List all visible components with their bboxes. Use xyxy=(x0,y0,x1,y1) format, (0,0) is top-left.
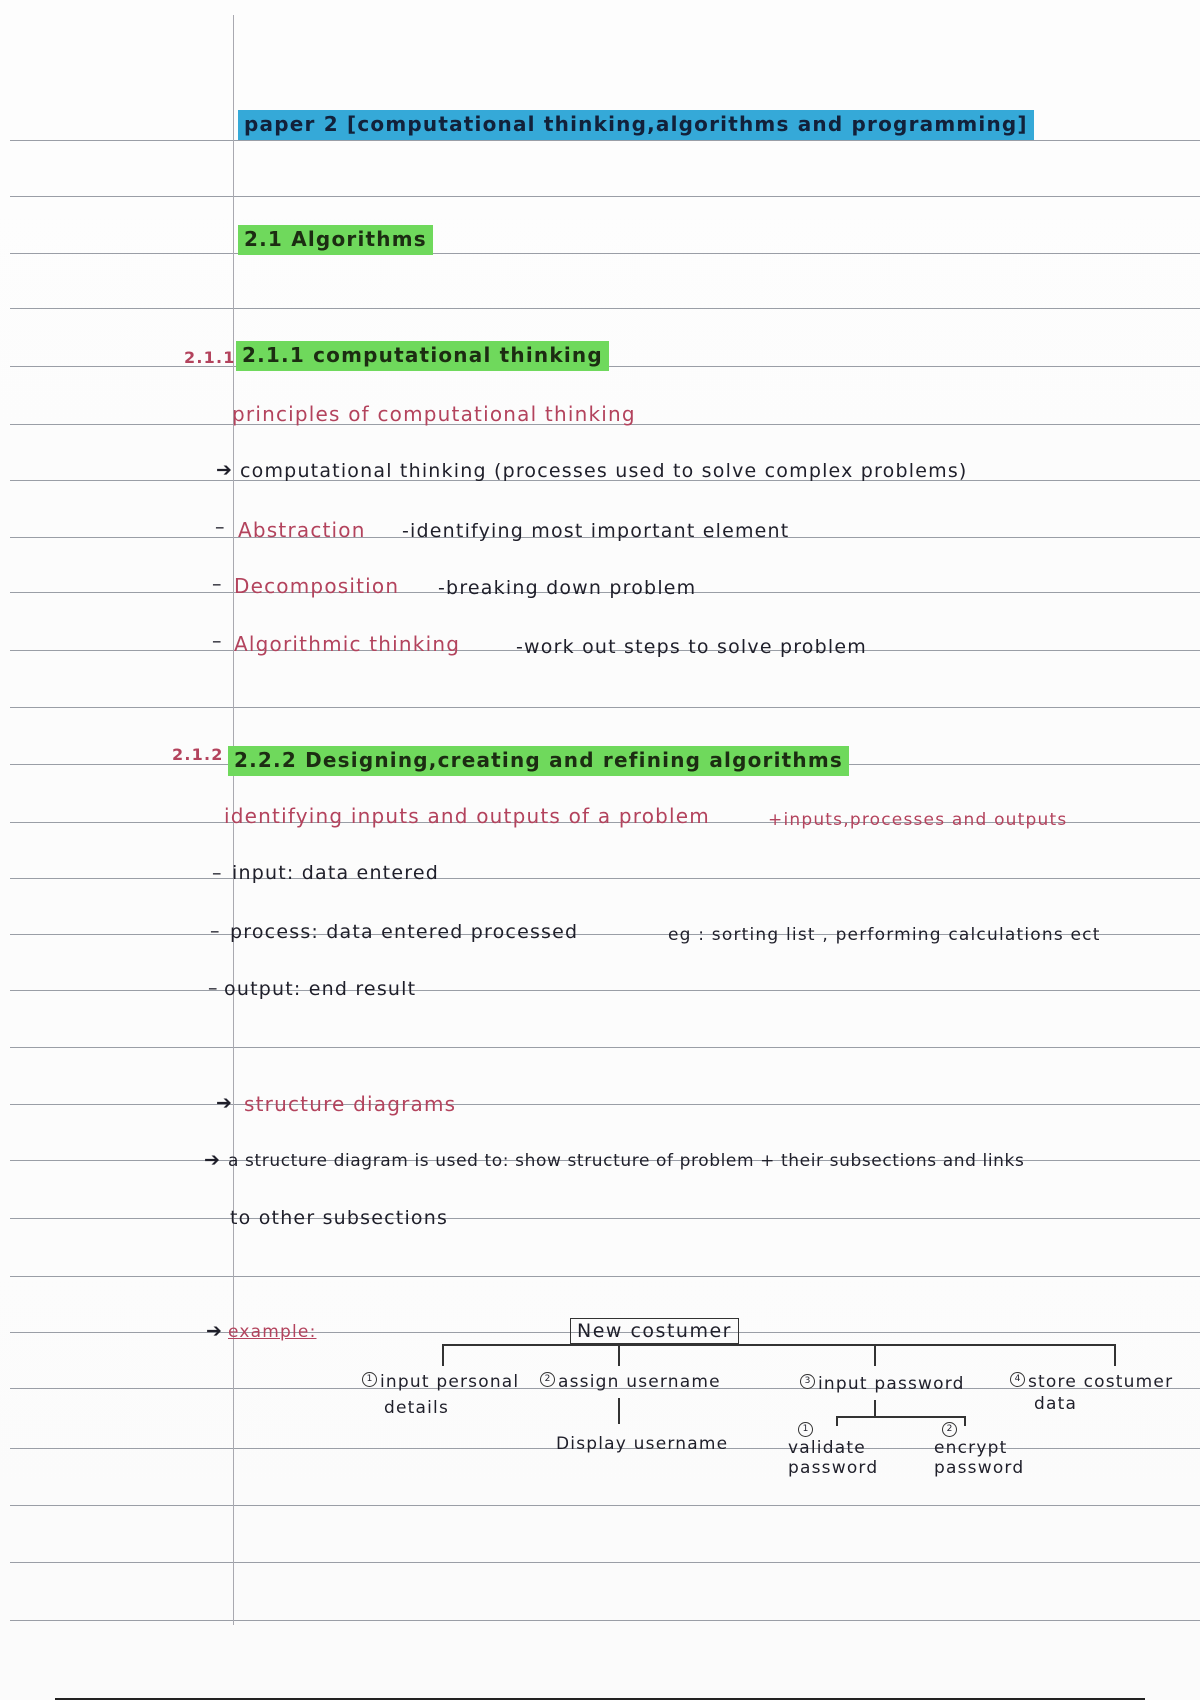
diagram-node-3 xyxy=(800,1374,965,1394)
node-label: input personal xyxy=(380,1372,520,1392)
bullet-arrow: ➔ xyxy=(206,1320,224,1342)
ruled-line xyxy=(10,707,1200,708)
ruled-line xyxy=(10,308,1200,309)
input-definition: input: data entered xyxy=(232,862,439,884)
margin-number: 2.1.2 xyxy=(172,745,224,764)
connector xyxy=(1114,1344,1116,1366)
ruled-line xyxy=(10,1047,1200,1048)
ruled-line xyxy=(10,1218,1200,1219)
step-number: 2 xyxy=(942,1422,957,1437)
diagram-node-1 xyxy=(362,1372,519,1392)
ruled-line xyxy=(10,878,1200,879)
node-label: assign username xyxy=(558,1372,721,1392)
ruled-line xyxy=(10,140,1200,141)
step-number: 1 xyxy=(362,1372,377,1387)
ruled-line xyxy=(10,1104,1200,1105)
connector xyxy=(964,1416,966,1426)
bullet-arrow: ➔ xyxy=(216,459,234,481)
dash: – xyxy=(215,516,226,538)
diagram-root-node: New costumer xyxy=(570,1318,739,1344)
ruled-line xyxy=(10,1505,1200,1506)
connector-horizontal xyxy=(442,1344,1116,1346)
diagram-node-4-line2: data xyxy=(1034,1394,1078,1414)
connector xyxy=(618,1398,620,1424)
output-definition: output: end result xyxy=(224,978,417,1000)
dash: – xyxy=(212,630,223,652)
connector xyxy=(836,1416,838,1426)
topic-heading: structure diagrams xyxy=(244,1092,457,1116)
ruled-line xyxy=(10,990,1200,991)
ruled-line xyxy=(10,1276,1200,1277)
process-definition: process: data entered processed xyxy=(230,921,579,943)
ruled-line xyxy=(10,1620,1200,1621)
connector xyxy=(618,1344,620,1366)
subsection-heading: 2.2.2 Designing,creating and refining algorithms xyxy=(228,746,849,776)
topic-note: +inputs,processes and outputs xyxy=(768,810,1068,830)
diagram-node-2-child: Display username xyxy=(556,1434,729,1454)
dash: – xyxy=(212,862,223,884)
ruled-line xyxy=(10,196,1200,197)
node-label: store costumer xyxy=(1028,1372,1174,1392)
dash: – xyxy=(212,573,223,595)
margin-number: 2.1.1 xyxy=(184,348,236,367)
page-title: paper 2 [computational thinking,algorithms and programming] xyxy=(238,110,1034,140)
step-number: 2 xyxy=(540,1372,555,1387)
diagram-node-2 xyxy=(540,1372,721,1392)
subsection-heading: 2.1.1 computational thinking xyxy=(236,341,609,371)
term-description: -breaking down problem xyxy=(438,577,697,599)
term-description: -identifying most important element xyxy=(402,520,790,542)
node-label: input password xyxy=(818,1374,965,1394)
bullet-arrow: ➔ xyxy=(216,1092,234,1114)
connector-horizontal xyxy=(836,1416,966,1418)
topic-heading: principles of computational thinking xyxy=(232,402,636,426)
diagram-node-3-child-2-line2: password xyxy=(934,1458,1025,1478)
diagram-node-3-child-2: encrypt xyxy=(934,1438,1008,1458)
ruled-line xyxy=(10,253,1200,254)
step-number: 1 xyxy=(798,1422,813,1437)
dash: – xyxy=(210,920,221,942)
diagram-node-3-child-1-line2: password xyxy=(788,1458,879,1478)
definition-text: computational thinking (processes used to solve complex problems) xyxy=(240,460,968,482)
ruled-line xyxy=(10,1562,1200,1563)
diagram-node-1-line2: details xyxy=(384,1398,450,1418)
connector xyxy=(442,1344,444,1366)
connector xyxy=(874,1400,876,1416)
process-example: eg : sorting list , performing calculations ect xyxy=(668,925,1101,945)
term-label: Decomposition xyxy=(234,574,400,598)
bullet-arrow: ➔ xyxy=(204,1149,222,1171)
step-number: 4 xyxy=(1010,1372,1025,1387)
diagram-node-4 xyxy=(1010,1372,1173,1392)
section-heading: 2.1 Algorithms xyxy=(238,225,433,255)
example-label: example: xyxy=(228,1322,317,1342)
structure-definition-continued: to other subsections xyxy=(230,1207,449,1229)
term-label: Abstraction xyxy=(238,518,366,542)
term-label: Algorithmic thinking xyxy=(234,632,461,656)
topic-heading: identifying inputs and outputs of a problem xyxy=(224,804,710,828)
structure-definition: a structure diagram is used to: show structure of problem + their subsections and links xyxy=(228,1151,1025,1171)
connector xyxy=(874,1344,876,1366)
step-number: 3 xyxy=(800,1374,815,1389)
diagram-node-3-child-1: validate xyxy=(788,1438,866,1458)
term-description: -work out steps to solve problem xyxy=(516,636,867,658)
dash: – xyxy=(208,977,219,999)
